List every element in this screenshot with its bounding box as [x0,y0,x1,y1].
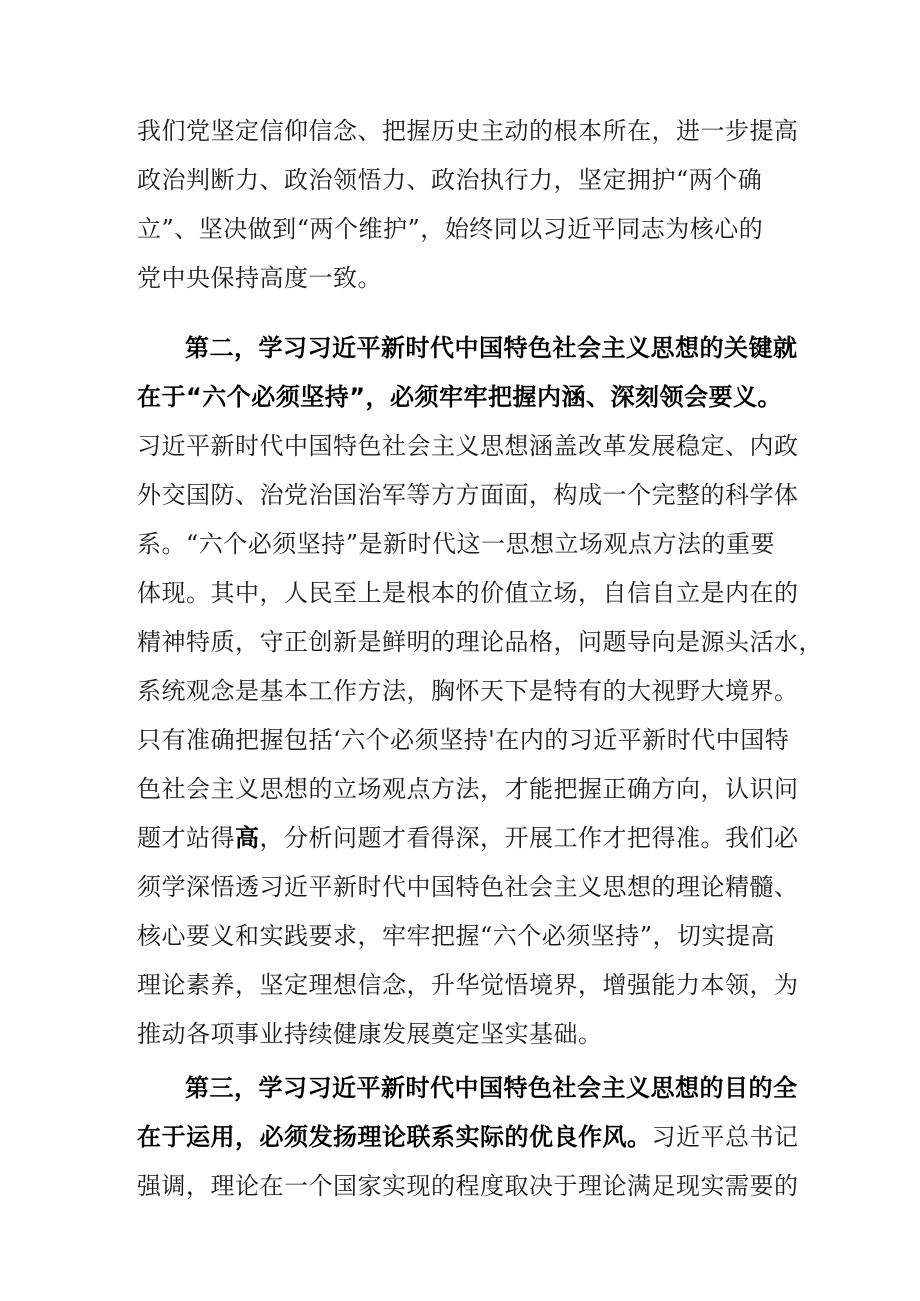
paragraph-2-line-13 [137,921,775,951]
text-segment: ，分析问题才看得深，开展工作才把得准。我们必 [259,824,799,852]
paragraph-3-line-3 [137,1171,799,1201]
text-segment: 系统观念是基本工作方法，胸怀天下是特有的大视野大境界。 [137,677,799,705]
text-segment: 强调，理论在一个国家实现的程度取决于理论满足现实需要的 [137,1172,799,1200]
paragraph-1-line-1 [137,116,799,146]
text-segment: 外交国防、治党治国治军等方方面面，构成一个完整的科学体 [137,481,799,509]
paragraph-2-line-14 [137,970,799,1000]
text-segment: 色社会主义思想的立场观点方法，才能把握正确方向，认识问 [137,775,799,803]
bold-word-segment: 高 [235,824,260,852]
bold-heading-segment: 在于“六个必须坚持”，必须牢牢把握内涵、深刻领会要义。 [137,383,783,411]
paragraph-2-line-9 [137,725,789,755]
paragraph-3-line-1 [185,1073,798,1103]
text-segment: 政治判断力、政治领悟力、政治执行力，坚定拥护“两个确 [137,166,763,194]
text-segment: 核心要义和实践要求，牢牢把握“六个必须坚持”，切实提高 [137,922,776,950]
text-segment: 习近平总书记 [651,1123,799,1151]
paragraph-2-line-15 [137,1019,603,1049]
text-segment: 须学深悟透习近平新时代中国特色社会主义思想的理论精髓、 [137,873,799,901]
text-segment: 立”、坚决做到“两个维护”，始终同以习近平同志为核心的 [137,215,764,243]
paragraph-2-line-10 [137,774,799,804]
paragraph-3-line-2 [137,1122,799,1152]
paragraph-2-line-12 [137,872,799,902]
paragraph-2-line-8 [137,676,799,706]
paragraph-2-line-3 [137,431,799,461]
text-segment: 我们党坚定信仰信念、把握历史主动的根本所在，进一步提高 [137,117,799,145]
paragraph-2-line-5 [137,529,775,559]
text-segment: 只有准确把握包括‘六个必须坚持'在内的习近平新时代中国特 [137,726,790,754]
paragraph-1-line-2 [137,165,762,195]
paragraph-2-line-11 [137,823,799,853]
text-segment: 党中央保持高度一致。 [137,264,382,292]
text-segment: 推动各项事业持续健康发展奠定坚实基础。 [137,1020,603,1048]
paragraph-2-line-2 [137,382,782,412]
paragraph-1-line-4 [137,263,382,293]
paragraph-2-line-4 [137,480,799,510]
bold-heading-segment: 第二，学习习近平新时代中国特色社会主义思想的关键就 [185,334,798,362]
text-segment: 理论素养，坚定理想信念，升华觉悟境界，增强能力本领，为 [137,971,799,999]
paragraph-2-line-1 [185,333,798,363]
text-segment: 体现。其中，人民至上是根本的价值立场，自信自立是内在的 [137,579,799,607]
paragraph-2-line-7 [137,627,823,657]
paragraph-1-line-3 [137,214,763,244]
text-segment: 系。“六个必须坚持”是新时代这一思想立场观点方法的重要 [137,530,776,558]
bold-heading-segment: 在于运用，必须发扬理论联系实际的优良作风。 [137,1123,652,1151]
text-segment: 题才站得 [137,824,235,852]
text-segment: 精神特质，守正创新是鲜明的理论品格，问题导向是源头活水， [137,628,823,656]
bold-heading-segment: 第三，学习习近平新时代中国特色社会主义思想的目的全 [185,1074,798,1102]
paragraph-2-line-6 [137,578,799,608]
text-segment: 习近平新时代中国特色社会主义思想涵盖改革发展稳定、内政 [137,432,799,460]
